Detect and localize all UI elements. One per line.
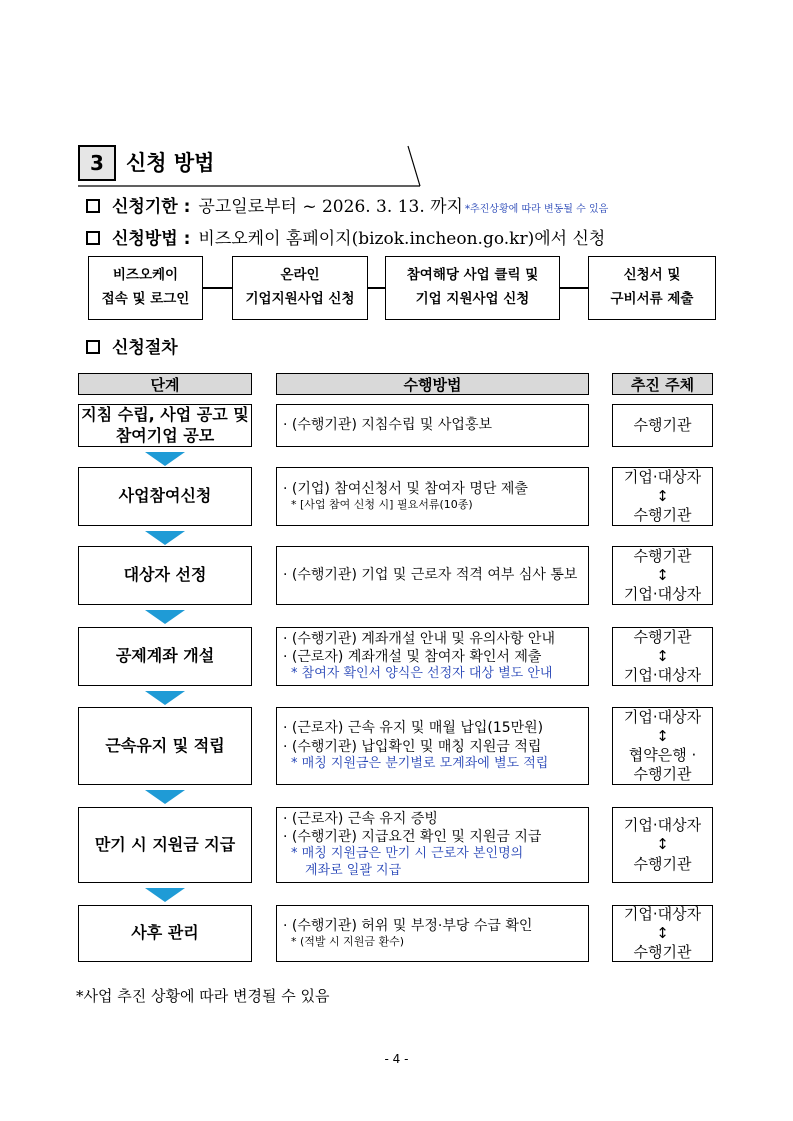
subject-text: 기업·대상자 <box>623 585 702 604</box>
step-cell-5 <box>78 707 252 785</box>
subject-text: 수행기관 <box>633 415 692 434</box>
step-cell-3 <box>78 546 252 605</box>
method-text: · (수행기관) 계좌개설 안내 및 유의사항 안내 <box>283 630 555 647</box>
checkbox-icon <box>86 199 100 213</box>
updown-arrow-icon: ↕ <box>656 835 669 854</box>
updown-arrow-icon: ↕ <box>656 646 669 665</box>
method-cell-2 <box>276 467 589 526</box>
subject-text: 기업·대상자 <box>623 467 702 486</box>
flow-step-4 <box>588 256 716 320</box>
step-cell-1 <box>78 404 252 447</box>
header-subject: 추진 주체 <box>612 373 713 395</box>
method-cell-4 <box>276 627 589 686</box>
down-arrow-icon <box>145 610 185 624</box>
subject-text: 기업·대상자 <box>623 816 702 835</box>
method-cell-1 <box>276 404 589 447</box>
method-text: · (수행기관) 허위 및 부정·부당 수급 확인 <box>283 918 533 935</box>
step-text: 참여기업 공모 <box>115 425 215 445</box>
flow-step-2-line2: 기업지원사업 신청 <box>245 291 355 307</box>
flow-step-2 <box>232 256 368 320</box>
subject-cell-1 <box>612 404 713 447</box>
subject-cell-6 <box>612 807 713 883</box>
method-text: · (근로자) 계좌개설 및 참여자 확인서 제출 <box>283 649 542 666</box>
step-text: 근속유지 및 적립 <box>105 735 225 755</box>
flow-connector <box>203 287 232 289</box>
procedure-line <box>86 333 178 358</box>
section-number: 3 <box>78 145 116 181</box>
flow-step-3 <box>385 256 560 320</box>
header-method: 수행방법 <box>276 373 589 395</box>
flow-step-1 <box>88 256 203 320</box>
step-cell-2 <box>78 467 252 526</box>
flow-step-4-line1: 신청서 및 <box>623 267 681 284</box>
footer-note: *사업 추진 상황에 따라 변경될 수 있음 <box>76 987 330 1005</box>
method-cell-5 <box>276 707 589 785</box>
flow-step-1-line1: 비즈오케이 <box>112 267 179 284</box>
method-cell-6 <box>276 807 589 883</box>
subject-cell-7 <box>612 905 713 962</box>
method-text: · (근로자) 근속 유지 증빙 <box>283 810 438 827</box>
updown-arrow-icon: ↕ <box>656 565 669 584</box>
method-cell-3 <box>276 546 589 605</box>
flow-step-3-line1: 참여해당 사업 클릭 및 <box>406 267 539 284</box>
step-text: 사업참여신청 <box>118 486 212 506</box>
method-text: · (근로자) 근속 유지 및 매월 납입(15만원) <box>283 720 544 737</box>
method-text: · (수행기관) 납입확인 및 매칭 지원금 적립 <box>283 738 542 755</box>
step-text: 공제계좌 개설 <box>115 646 215 666</box>
deadline-note: *추진상황에 따라 변동될 수 있음 <box>464 204 609 215</box>
step-text: 대상자 선정 <box>123 565 207 585</box>
subject-cell-4 <box>612 627 713 686</box>
checkbox-icon <box>86 231 100 245</box>
flow-step-2-line1: 온라인 <box>280 267 320 284</box>
updown-arrow-icon: ↕ <box>656 486 669 505</box>
method-note: * 매칭 지원금은 만기 시 근로자 본인명의 <box>291 846 524 862</box>
deadline-line <box>86 192 608 217</box>
flow-step-1-line2: 접속 및 로그인 <box>101 291 190 307</box>
method-text: · (기업) 참여신청서 및 참여자 명단 제출 <box>283 481 528 498</box>
method-note: 계좌로 일괄 지급 <box>305 863 402 879</box>
down-arrow-icon <box>145 790 185 804</box>
subject-cell-5 <box>612 707 713 785</box>
subject-text: 수행기관 <box>633 627 692 646</box>
subject-text: 협약은행 · <box>628 746 697 764</box>
subject-text: 수행기관 <box>633 506 692 525</box>
step-text: 만기 시 지원금 지급 <box>94 834 236 854</box>
method-value: 비즈오케이 홈페이지(bizok.incheon.go.kr)에서 신청 <box>198 229 606 249</box>
flow-step-4-line2: 구비서류 제출 <box>610 291 694 307</box>
subject-cell-3 <box>612 546 713 605</box>
method-note: * [사업 참여 신청 시] 필요서류(10종) <box>291 498 473 512</box>
step-text: 사후 관리 <box>131 923 199 943</box>
subject-cell-2 <box>612 467 713 526</box>
page-number: - 4 - <box>384 1052 409 1066</box>
method-note: * (적발 시 지원금 환수) <box>291 935 405 949</box>
subject-text: 수행기관 <box>633 765 692 784</box>
deadline-label: 신청기한 : <box>112 197 191 217</box>
header-step: 단계 <box>78 373 252 395</box>
subject-text: 수행기관 <box>633 943 692 962</box>
down-arrow-icon <box>145 452 185 466</box>
step-cell-6 <box>78 807 252 883</box>
checkbox-icon <box>86 340 100 354</box>
method-text: · (수행기관) 기업 및 근로자 적격 여부 심사 통보 <box>283 567 578 584</box>
step-text: 지침 수립, 사업 공고 및 <box>81 404 249 424</box>
method-note: * 참여자 확인서 양식은 선정자 대상 별도 안내 <box>291 666 553 682</box>
method-text: · (수행기관) 지급요건 확인 및 지원금 지급 <box>283 829 542 846</box>
deadline-value: 공고일로부터 ~ 2026. 3. 13. 까지 <box>198 197 463 217</box>
down-arrow-icon <box>145 691 185 705</box>
step-cell-4 <box>78 627 252 686</box>
method-text: · (수행기관) 지침수립 및 사업홍보 <box>283 417 492 434</box>
subject-text: 수행기관 <box>633 854 692 873</box>
method-note: * 매칭 지원금은 분기별로 모계좌에 별도 적립 <box>291 755 549 771</box>
updown-arrow-icon: ↕ <box>656 923 669 942</box>
updown-arrow-icon: ↕ <box>656 726 669 745</box>
method-cell-7 <box>276 905 589 962</box>
subject-text: 기업·대상자 <box>623 707 702 726</box>
subject-text: 기업·대상자 <box>623 904 702 923</box>
down-arrow-icon <box>145 888 185 902</box>
procedure-label: 신청절차 <box>112 338 178 358</box>
flow-step-3-line2: 기업 지원사업 신청 <box>415 291 530 307</box>
subject-text: 수행기관 <box>633 546 692 565</box>
method-label: 신청방법 : <box>112 229 191 249</box>
down-arrow-icon <box>145 531 185 545</box>
method-line <box>86 224 605 249</box>
step-cell-7 <box>78 905 252 962</box>
section-title: 신청 방법 <box>126 151 215 175</box>
flow-connector <box>368 287 385 289</box>
subject-text: 기업·대상자 <box>623 666 702 685</box>
flow-connector <box>560 287 588 289</box>
